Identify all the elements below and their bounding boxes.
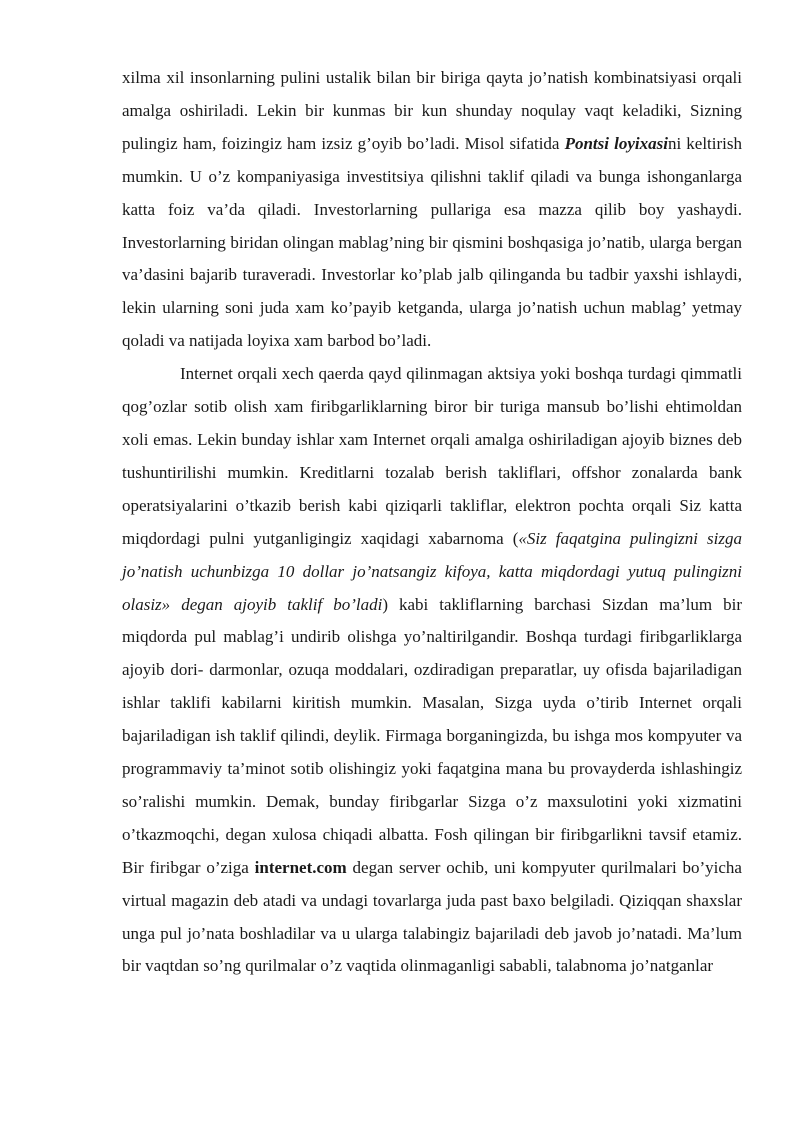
server-name: internet.com bbox=[254, 857, 347, 877]
paragraph-1 bbox=[122, 62, 742, 358]
paragraph-2-text-c: degan server ochib, uni kompyuter qurilmalari bo’yicha virtual magazin deb atadi va undagi tovarlarga juda past baxo belgiladi. Qiziqqan shaxslar unga pul jo’nata boshladilar va u ularga talabingiz bajariladi deb javob jo’natadi. Ma’lum bir vaqtdan so’ng qurilmalar o’z vaqtida olinmaganligi sababli, talabnoma jo’natganlar bbox=[122, 857, 742, 976]
ponzi-scheme-term: Pontsi loyixasi bbox=[564, 133, 668, 153]
paragraph-1-text-b: ni keltirish mumkin. U o’z kompaniyasiga investitsiya qilishni taklif qiladi va bunga ishonganlarga katta foiz va’da qiladi. Investorlarning pullariga esa mazza qilib boy yashaydi. Investorlarning biridan olingan mablag’ning bir qismini boshqasiga jo’natib, ularga bergan va’dasini bajarib turaveradi. Investorlar ko’plab jalb qilinganda bu tadbir yaxshi ishlaydi, lekin ularning soni juda xam ko’payib ketganda, ularga jo’natish uchun mablag’ yetmay qoladi va natijada loyixa xam barbod bo’ladi. bbox=[122, 133, 742, 351]
paragraph-2-text-a: Internet orqali xech qaerda qayd qilinmagan aktsiya yoki boshqa turdagi qimmatli qog’ozlar sotib olish xam firibgarliklarning biror bir turiga mansub bo’lishi ehtimoldan xoli emas. Lekin bunday ishlar xam Internet orqali amalga oshiriladigan ajoyib biznes deb tushuntirilishi mumkin. Kreditlarni tozalab berish takliflari, offshor zonalarda bank operatsiyalarini o’tkazib berish kabi qiziqarli takliflar, elektron pochta orqali Siz katta miqdordagi pulni yutganligingiz xaqidagi xabarnoma ( bbox=[122, 364, 742, 548]
paragraph-2 bbox=[122, 358, 742, 983]
paragraph-1-text-a: xilma xil insonlarning pulini ustalik bilan bir biriga qayta jo’natish kombinatsiyasi orqali amalga oshiriladi. Lekin bir kunmas bir kun shunday noqulay vaqt keladiki, Sizning pulingiz ham, foizingiz ham izsiz g’oyib bo’ladi. Misol sifatida bbox=[122, 68, 742, 153]
scam-offer-quote: «Siz faqatgina pulingizni sizga jo’natish uchunbizga 10 dollar jo’natsangiz kifoya, katta miqdordagi yutuq pulingizni olasiz» degan ajoyib taklif bo’ladi bbox=[122, 528, 742, 614]
document-page bbox=[122, 62, 742, 983]
paragraph-2-text-b: ) kabi takliflarning barchasi Sizdan ma’lum bir miqdorda pul mablag’i undirib olishga yo’naltirilgandir. Boshqa turdagi firibgarliklarga ajoyib dori- darmonlar, ozuqa moddalari, ozdiradigan preparatlar, uy ofisda bajariladigan ishlar taklifi kabilarni kiritish mumkin. Masalan, Sizga uyda o’tirib Internet orqali bajariladigan ish taklif qilindi, deylik. Firmaga borganingizda, bu ishga mos kompyuter va programmaviy ta’minot sotib olishingiz yoki faqatgina mana bu provayderda ishlashingiz so’ralishi mumkin. Demak, bunday firibgarlar Sizga o’z maxsulotini yoki xizmatini o’tkazmoqchi, degan xulosa chiqadi albatta. Fosh qilingan bir firibgarlikni tavsif etamiz. Bir firibgar o’ziga bbox=[122, 594, 743, 877]
